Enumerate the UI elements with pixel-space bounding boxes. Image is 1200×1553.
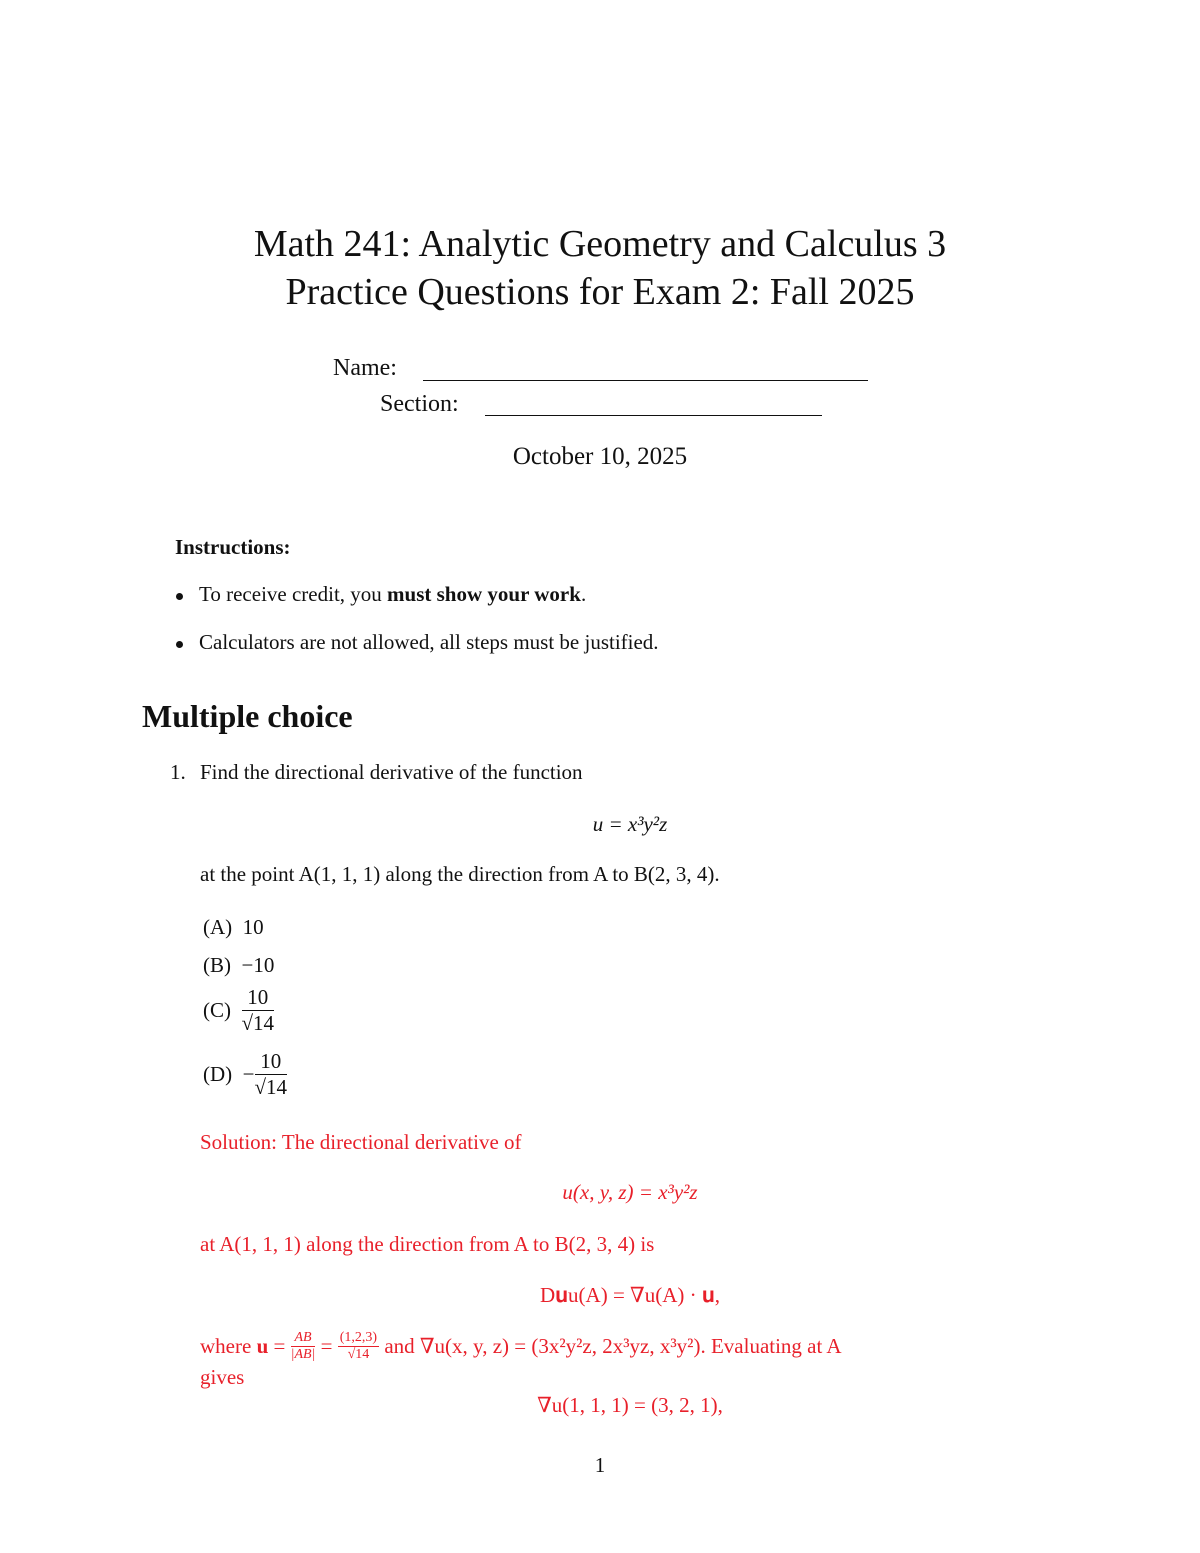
name-field[interactable] [423, 380, 868, 381]
page-number: 1 [594, 1453, 606, 1477]
solution-intro: Solution: The directional derivative of [200, 1130, 522, 1154]
question-number: 1. [170, 760, 186, 784]
choice-d[interactable]: (D) − $\frac{10}{√14}$ [203, 1049, 288, 1099]
instruction-item: Calculators are not allowed, all steps must be justified. [176, 630, 659, 655]
instruction-item: To receive credit, you must show your work. [176, 582, 586, 607]
section-label: Section: [380, 391, 459, 417]
solution-where-line: where u = $\frac{AB}{|AB|}$ = $\frac{(1,2,3)}{√14}$ and ∇u(x, y, z) = (3x²y²z, 2x³yz, x³y²). Evaluating at A [200, 1330, 842, 1362]
choice-c[interactable]: (C) $\frac{10}{√14}$ [203, 985, 275, 1035]
bullet-icon [176, 593, 183, 600]
question-followup: at the point A(1, 1, 1) along the direction from A to B(2, 3, 4). [200, 862, 720, 886]
name-label: Name: [333, 355, 397, 381]
bullet-icon [176, 641, 183, 648]
section-field[interactable] [485, 415, 822, 416]
choice-a[interactable]: (A) 10 [203, 915, 264, 939]
solution-line2: at A(1, 1, 1) along the direction from A to B(2, 3, 4) is [200, 1232, 655, 1256]
title-line-1: Math 241: Analytic Geometry and Calculus 3 [253, 223, 947, 265]
solution-eq3: ∇u(1, 1, 1) = (3, 2, 1), [537, 1393, 723, 1417]
title-line-2: Practice Questions for Exam 2: Fall 2025 [285, 271, 915, 313]
date: October 10, 2025 [512, 443, 688, 470]
instructions-heading: Instructions: [175, 535, 291, 559]
question-prompt: Find the directional derivative of the function [200, 760, 583, 784]
section-heading: Multiple choice [142, 698, 353, 734]
choice-b[interactable]: (B) −10 [203, 953, 275, 977]
solution-eq2: D𝐮u(A) = ∇u(A) · 𝐮, [540, 1283, 720, 1307]
solution-gives: gives [200, 1365, 245, 1389]
question-equation: u = x³y²z [592, 812, 668, 836]
solution-eq1: u(x, y, z) = x³y²z [562, 1180, 698, 1204]
